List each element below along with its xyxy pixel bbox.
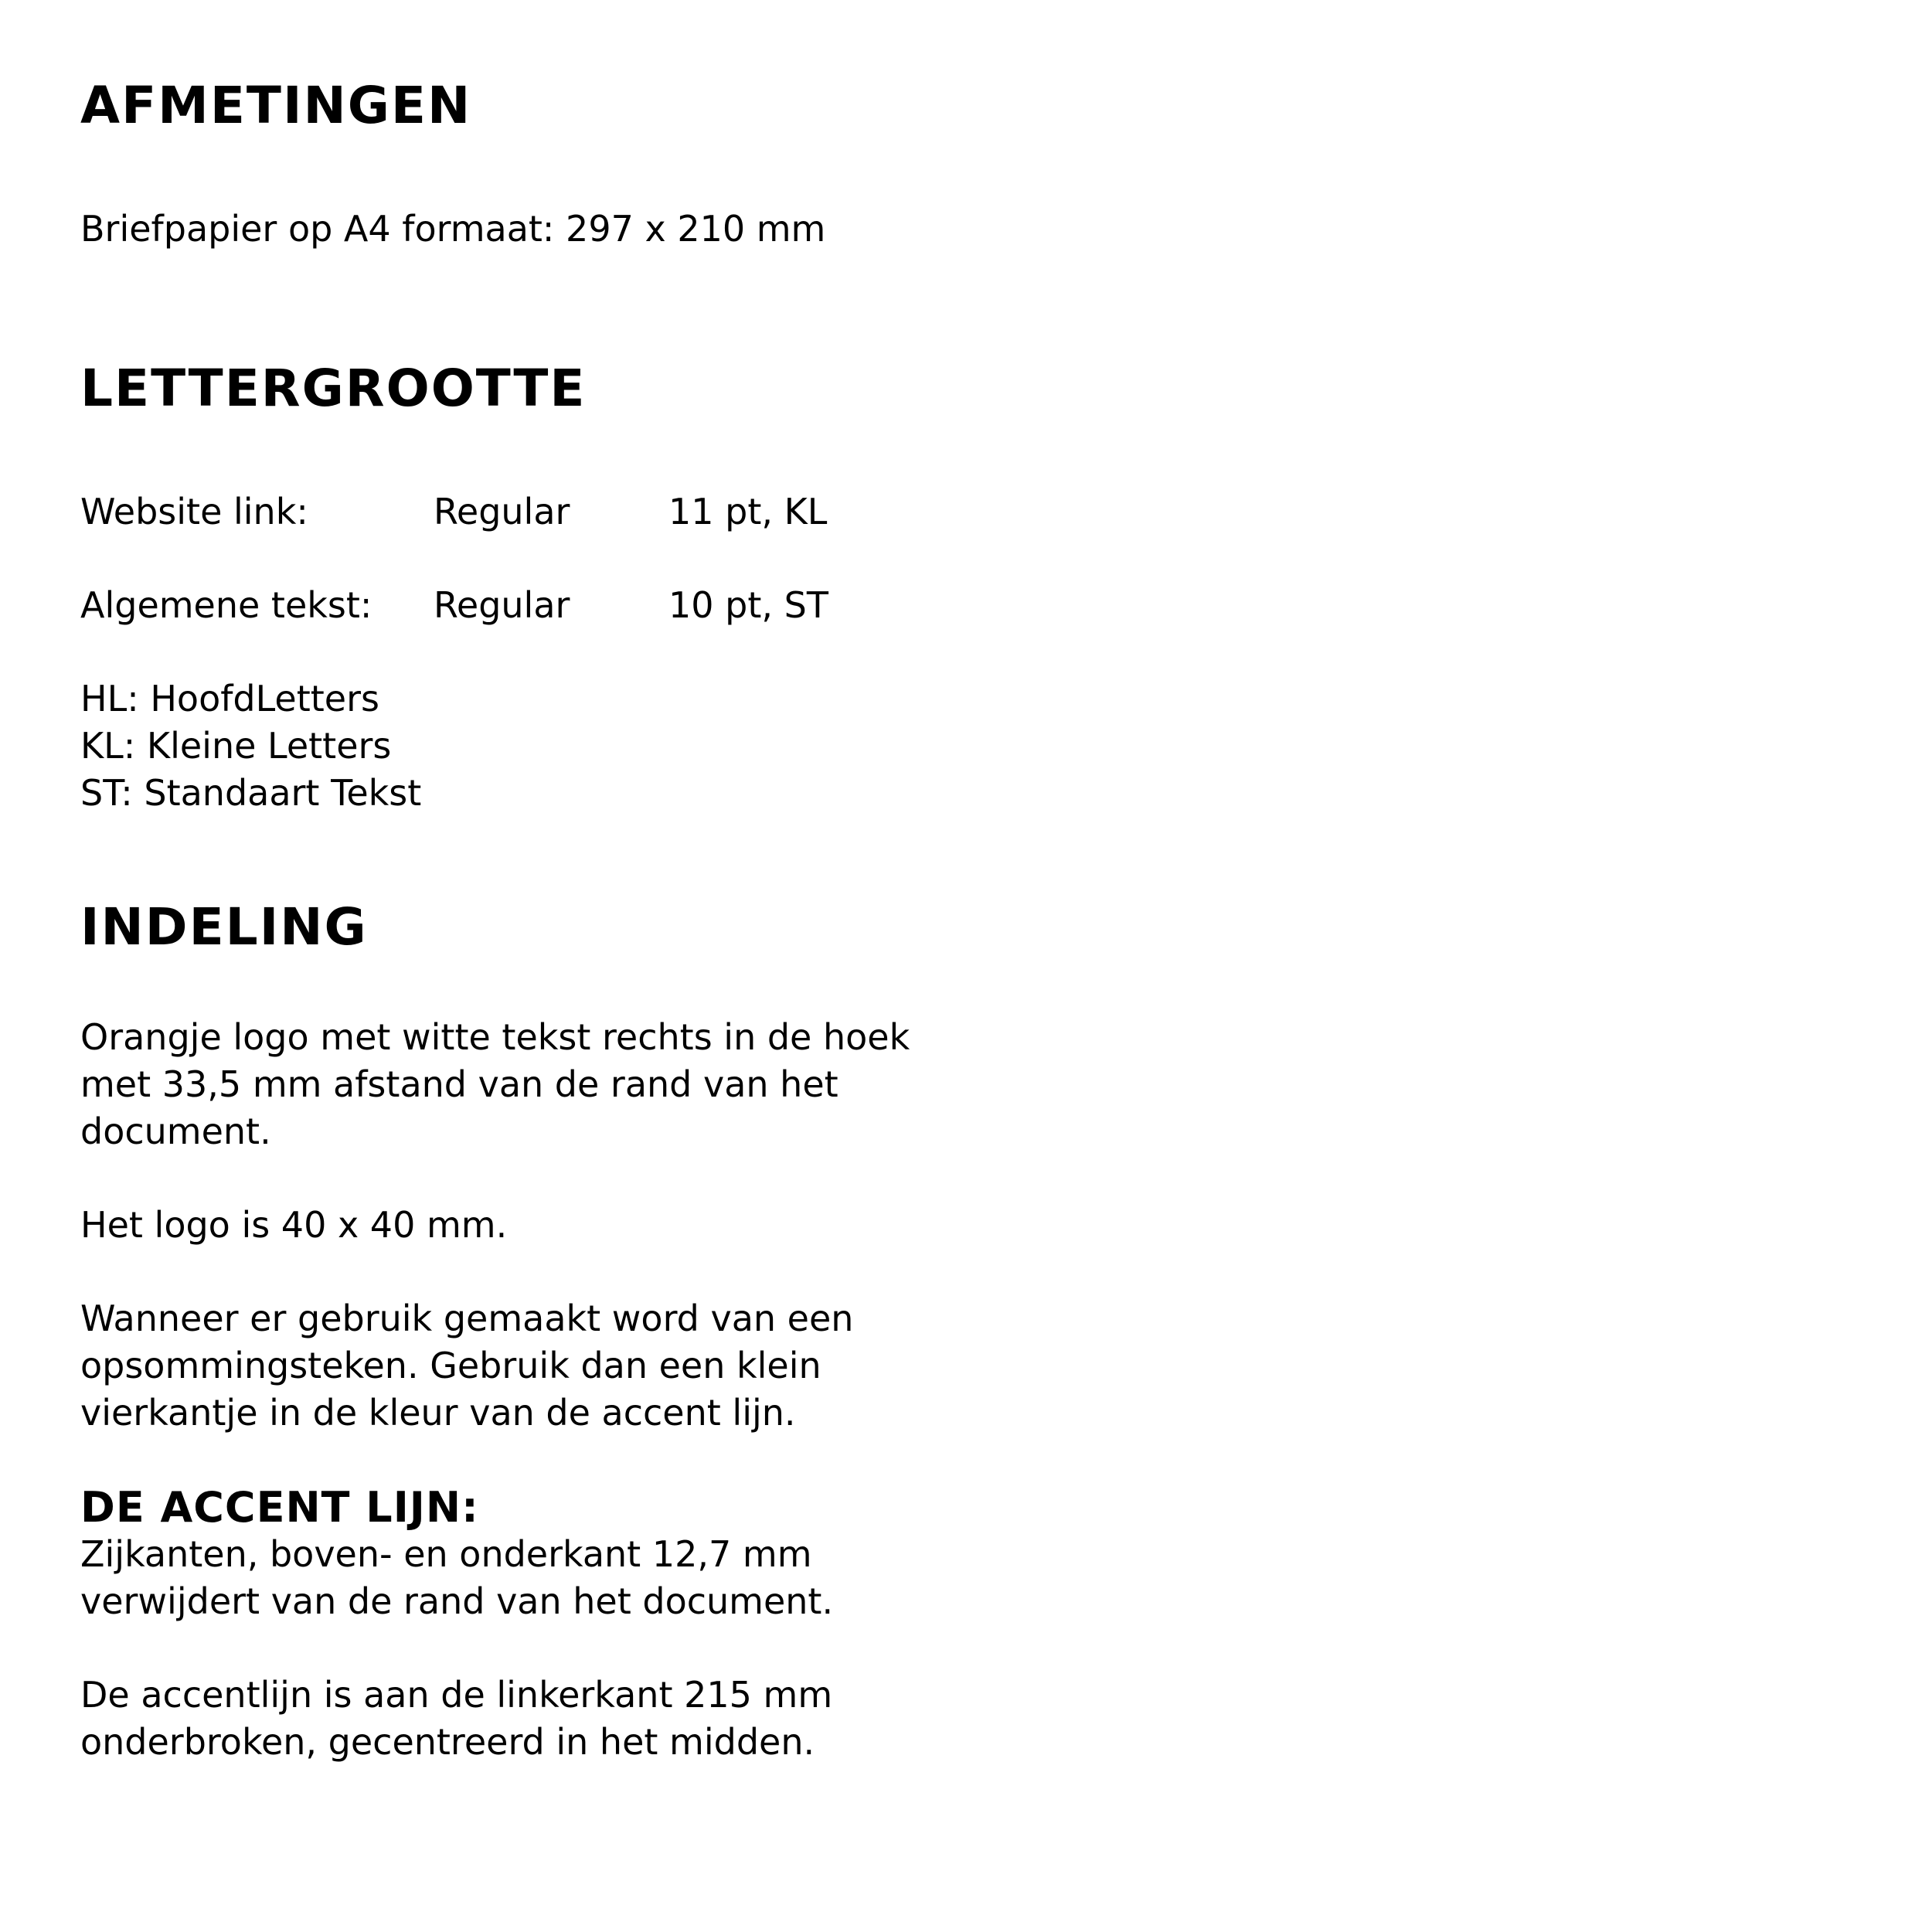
accent-line-subheading: DE ACCENT LIJN:	[80, 1483, 479, 1532]
afmetingen-text: Briefpapier op A4 formaat: 297 x 210 mm	[80, 208, 826, 250]
paragraph-line: vierkantje in de kleur van de accent lijn.	[80, 1392, 796, 1434]
accent-line-paragraph-margins	[80, 1531, 833, 1625]
row-weight: Regular	[434, 491, 570, 532]
paragraph-line: De accentlijn is aan de linkerkant 215 mm	[80, 1674, 833, 1716]
paragraph-line: Orangje logo met witte tekst rechts in de hoek	[80, 1016, 910, 1058]
paragraph-line: Zijkanten, boven- en onderkant 12,7 mm	[80, 1533, 812, 1575]
indeling-paragraph-logo-position	[80, 1014, 910, 1155]
paragraph-line: document.	[80, 1111, 271, 1152]
accent-line-paragraph-break	[80, 1672, 832, 1766]
row-size: 10 pt, ST	[668, 584, 828, 626]
font-size-row-website-link	[80, 488, 930, 536]
paragraph-line: opsommingsteken. Gebruik dan een klein	[80, 1345, 821, 1386]
section-title-afmetingen: AFMETINGEN	[80, 76, 472, 135]
indeling-paragraph-logo-size: Het logo is 40 x 40 mm.	[80, 1204, 508, 1246]
legend-item-st: ST: Standaart Tekst	[80, 772, 422, 814]
section-title-indeling: INDELING	[80, 897, 368, 957]
paragraph-line: verwijdert van de rand van het document.	[80, 1580, 834, 1622]
row-label: Algemene tekst:	[80, 584, 372, 626]
font-size-row-algemene-tekst	[80, 582, 930, 629]
row-label: Website link:	[80, 491, 308, 532]
paragraph-line: Wanneer er gebruik gemaakt word van een	[80, 1298, 854, 1339]
indeling-paragraph-bullets	[80, 1295, 853, 1437]
row-size: 11 pt, KL	[668, 491, 828, 532]
section-title-lettergrootte: LETTERGROOTTE	[80, 359, 587, 418]
legend-item-kl: KL: Kleine Letters	[80, 725, 392, 767]
row-weight: Regular	[434, 584, 570, 626]
paragraph-line: met 33,5 mm afstand van de rand van het	[80, 1063, 838, 1105]
abbreviation-legend	[80, 675, 421, 817]
legend-item-hl: HL: HoofdLetters	[80, 678, 379, 719]
paragraph-line: onderbroken, gecentreerd in het midden.	[80, 1721, 815, 1763]
